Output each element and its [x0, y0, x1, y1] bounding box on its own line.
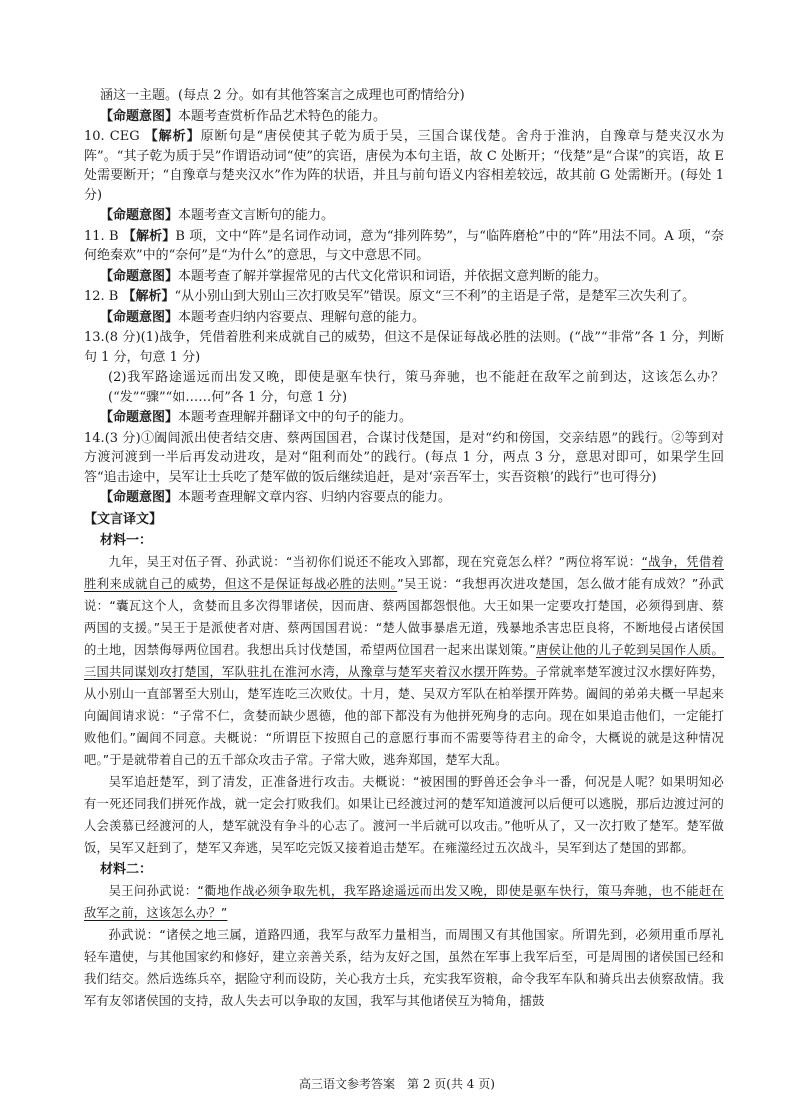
page-footer: 高三语文参考答案 第 2 页(共 4 页): [299, 1077, 495, 1091]
underlined-sentence-3: “衢地作战必须争取先机，我军路途遥远而出发又晚，即使是驱车快行，策马奔驰，也不能赶在敌军之前，这该怎么办？”: [84, 883, 724, 920]
underlined-sentence-1: “战争，凭借着胜利来成就自己的威势，但这不是保证每战必胜的法则。: [84, 554, 724, 591]
question-13-part2: (2)我军路途遥远而出发又晚，即使是驱车快行，策马奔驰，也不能赶在敌军之前到达，这该怎么办？(“发”“骤”“如……何”各 1 分，句意 1 分): [108, 370, 724, 405]
material-2-paragraph-2: 孙武说：“诸侯之地三属，道路四通，我军与敌军力量相当，而周围又有其他国家。所谓先到，必须用重币厚礼轻车遣使，与其他国家约和修好，建立亲善关系，结为友好之国，虽然在军事上我军后至，可是周围的诸侯国已经和我们结交。然后选练兵卒，据险守利而设防，关心我方士兵，充实我军资粮，命令我军车队和骑兵出去侦察敌情。我军有友邻诸侯国的支持，敌人失去可以争取的友国，我军与其他诸侯互为犄角，擂鼓: [84, 927, 724, 1008]
material-1-paragraph-1: 九年，吴王对伍子胥、孙武说：“当初你们说还不能攻入郢都，现在究竟怎么样？”两位将军说：“战争，凭借着胜利来成就自己的威势，但这不是保证每战必胜的法则。”吴王说：“我想再次进攻楚国，怎么做才能有成效？”孙武说：“囊瓦这个人，贪婪而且多次得罪诸侯，因而唐、蔡两国都怨恨他。大王如果一定要攻打楚国，必须得到唐、蔡两国的支援。”吴王于是派使者对唐、蔡两国国君说：“楚人做事暴虐无道，残暴地杀害忠臣良将，不断地侵占诸侯国的土地，因禁侮辱两位国君。我想出兵讨伐楚国，希望两位国君一起来出谋划策。”唐侯让他的儿子乾到吴国作人质。三国共同谋划攻打楚国，军队驻扎在淮河水湾，从豫章与楚军夹着汉水摆开阵势。子常就率楚军渡过汉水摆好阵势，从小别山一直部署至大别山，楚军连吃三次败仗。十月，楚、吴双方军队在柏举摆开阵势。阖闾的弟弟夫概一早起来向阖闾请求说：“子常不仁，贪婪而缺少恩德，他的部下都没有为他拼死殉身的志向。现在如果追击他们，一定能打败他们。”阖闾不同意。夫概说：“所谓臣下按照自己的意愿行事而不需要等待君主的命令，大概说的就是这种情况吧。”于是就带着自己的五千部众攻击子常。子常大败，逃奔郑国，楚军大乱。: [84, 554, 724, 767]
underlined-sentence-2: 唐侯让他的儿子乾到吴国作人质。三国共同谋划攻打楚国，军队驻扎在淮河水湾，从豫章与楚军夹着汉水摆开阵势。: [84, 642, 724, 679]
question-12: 12. B 【解析】“从小别山到大别山三次打败吴军”错误。原文“三不利”的主语是子常，是楚军三次失利了。: [84, 289, 696, 304]
question-13-part1: 13.(8 分)(1)战争，凭借着胜利来成就自己的威势，但这不是保证每战必胜的法则。(“战”“非常”各 1 分，判断句 1 分，句意 1 分): [84, 330, 724, 365]
intent-11: 【命题意图】本题考查了解并掌握常见的古代文化常识和词语，并依据文意判断的能力。: [100, 268, 608, 284]
material-1-title: 材料一：: [100, 532, 153, 548]
intent-14: 【命题意图】本题考查理解文章内容、归纳内容要点的能力。: [100, 490, 452, 505]
intent-10: 【命题意图】本题考查文言断句的能力。: [100, 208, 335, 223]
material-2-title: 材料二：: [100, 861, 153, 877]
material-2-paragraph-1: 吴王问孙武说：“衢地作战必须争取先机，我军路途遥远而出发又晚，即使是驱车快行，策马奔驰，也不能赶在敌军之前，这该怎么办？”: [84, 883, 724, 920]
material-1-paragraph-2: 吴军追赶楚军，到了清发，正准备进行攻击。夫概说：“被困围的野兽还会争斗一番，何况是人呢？如果明知必有一死还同我们拼死作战，就一定会打败我们。如果让已经渡过河的楚军知道渡河以后便可以逃脱，那后边渡过河的人会羡慕已经渡河的人，楚军就没有争斗的心志了。渡河一半后就可以攻击。”他听从了，又一次打败了楚军。楚军做饭，吴军又赶到了，楚军又奔逃，吴军吃完饭又接着追击楚军。在雍澨经过五次战斗，吴军到达了楚国的郢都。: [84, 774, 724, 855]
intent-13: 【命题意图】本题考查理解并翻译文中的句子的能力。: [100, 410, 413, 425]
intent-12: 【命题意图】本题考查归纳内容要点、理解句意的能力。: [100, 309, 426, 325]
intro-line: 涵这一主题。(每点 2 分。如有其他答案言之成理也可酌情给分): [100, 88, 465, 103]
translation-section-title: 【文言译文】: [84, 511, 163, 527]
page-content: [84, 86, 724, 1012]
question-10: 10. CEG 【解析】原断句是“唐侯使其子乾为质于吴，三国合谋伐楚。舍舟于淮汭，自豫章与楚夹汉水为阵”。“其子乾为质于吴”作谓语动词“使”的宾语，唐侯为本句主语，故 C 处断开；“伐楚”是“合谋”的宾语，故 E 处需要断开；“自豫章与楚夹汉水”作为阵的状语，并且与前句语义内容相差较远，故其前 G 处需断开。(每处 1 分): [84, 129, 724, 203]
intent-9: 【命题意图】本题考查赏析作品艺术特色的能力。: [100, 108, 387, 124]
question-14: 14.(3 分)①阖闾派出使者结交唐、蔡两国国君，合谋讨伐楚国，是对“约和傍国，交亲结恩”的践行。②等到对方渡河渡到一半后再发动进攻，是对“阻利而处”的践行。(每点 1 分，两点 3 分，意思对即可，如果学生回答“追击途中，吴军让士兵吃了楚军做的饭后继续追赶，是对‘亲吾军士，实吾资粮’的践行”也可得分): [84, 430, 724, 485]
question-11: 11. B 【解析】B 项，文中“阵”是名词作动词，意为“排列阵势”，与“临阵磨枪”中的“阵”用法不同。A 项，“奈何绝秦欢”中的“奈何”是“为什么”的意思，与文中意思不同。: [84, 228, 724, 263]
